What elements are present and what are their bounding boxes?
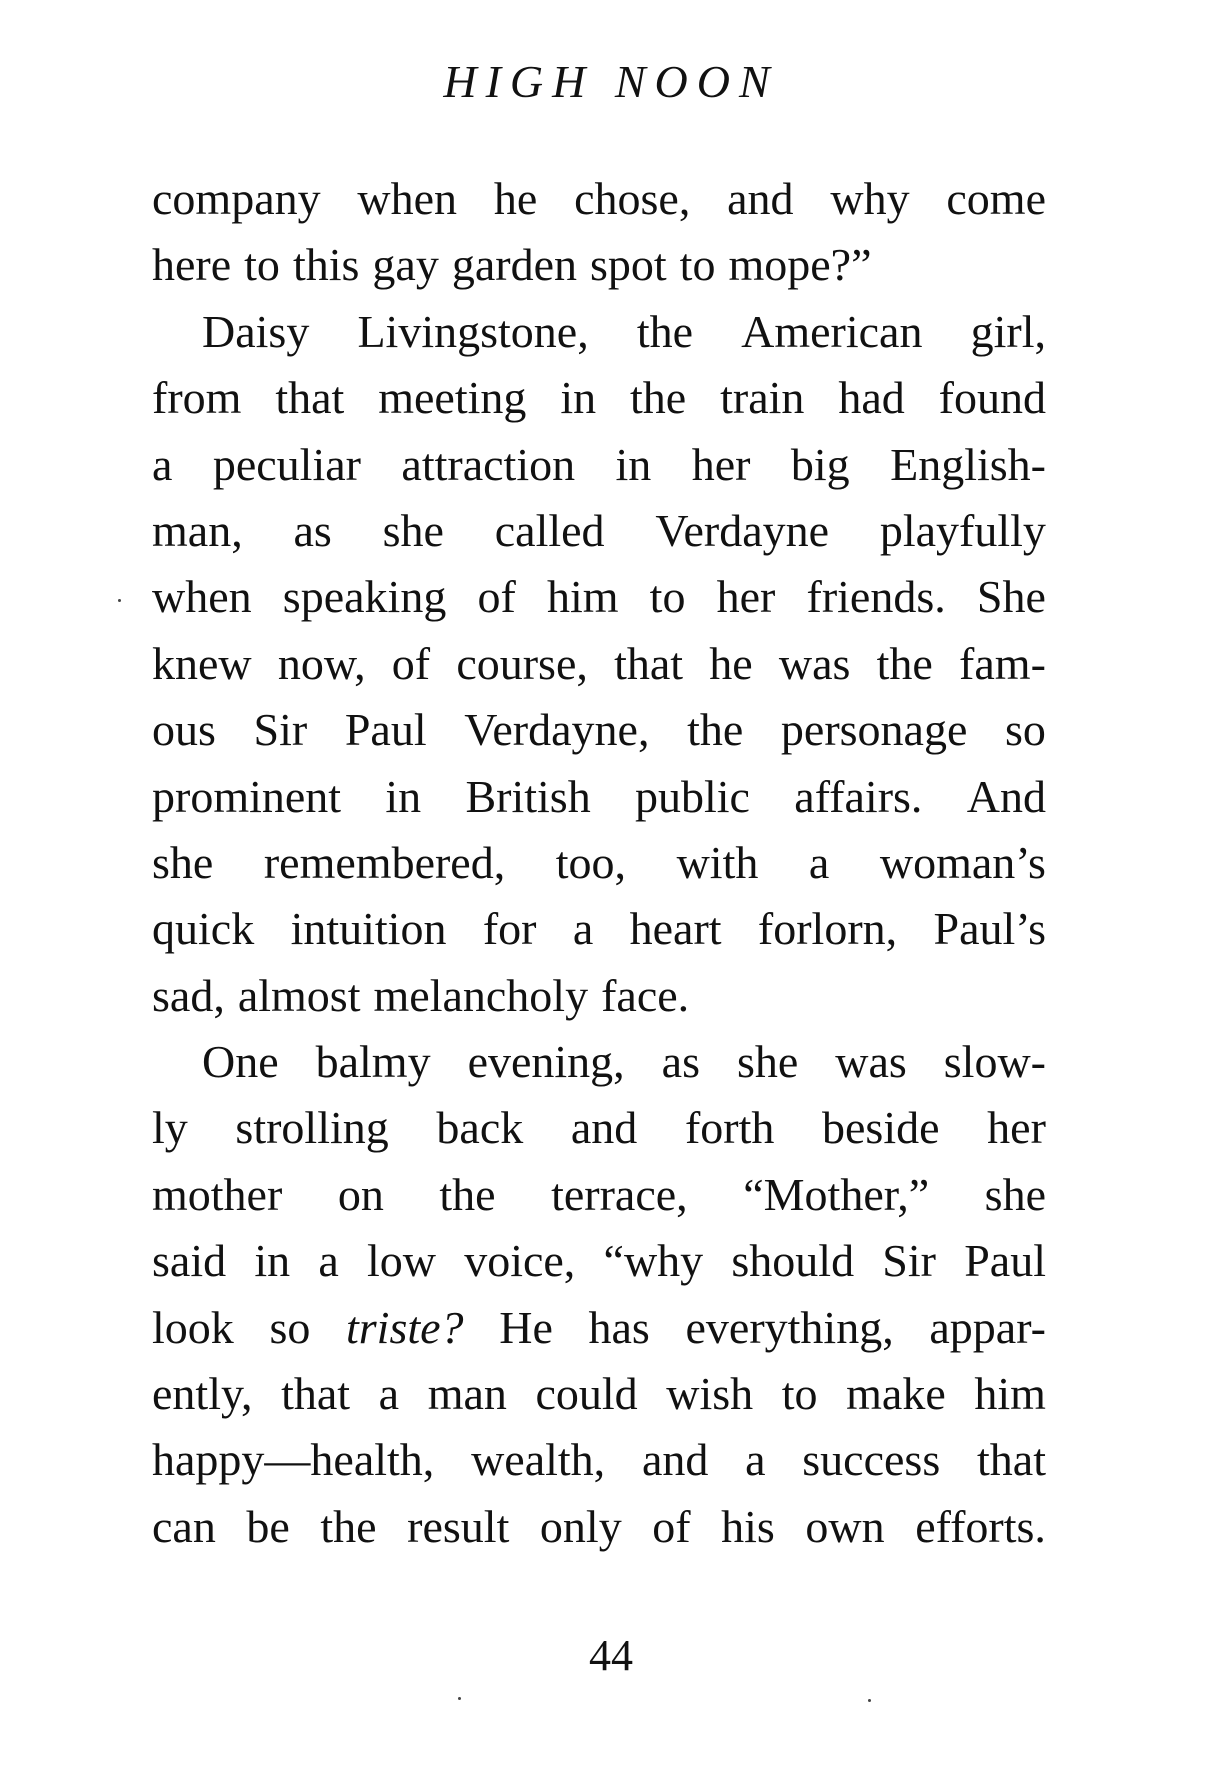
word: make: [846, 1368, 946, 1420]
word: result: [407, 1500, 510, 1552]
word: with: [676, 836, 759, 888]
running-head: HIGH NOON: [443, 56, 779, 107]
word: ently,: [152, 1368, 253, 1420]
word: strolling: [235, 1102, 389, 1154]
word: playfully: [879, 504, 1046, 556]
word: a: [572, 903, 594, 955]
word: almost: [237, 969, 361, 1021]
word: the: [439, 1168, 496, 1220]
word: she: [152, 836, 214, 888]
word: of: [652, 1500, 691, 1552]
word: “why: [603, 1235, 704, 1287]
word: when: [152, 571, 252, 623]
word: that: [977, 1434, 1046, 1486]
word: remembered,: [263, 836, 506, 888]
word: prominent: [152, 770, 342, 822]
text-line: [152, 166, 1046, 232]
word: in: [615, 438, 652, 490]
word: for: [482, 903, 537, 955]
word: Verdayne: [655, 504, 830, 556]
word: happy—health,: [152, 1434, 435, 1486]
word: as: [293, 504, 332, 556]
word: in: [385, 770, 422, 822]
word: and: [641, 1434, 709, 1486]
word: Livingstone,: [357, 305, 589, 357]
word: a: [808, 836, 830, 888]
page-number: 44: [589, 1631, 633, 1680]
word: evening,: [467, 1036, 625, 1088]
word: course,: [456, 637, 588, 689]
word: found: [938, 372, 1046, 424]
word: him: [974, 1368, 1046, 1420]
word: had: [838, 372, 905, 424]
word: too,: [555, 836, 627, 888]
word: her: [691, 438, 751, 490]
word: speaking: [282, 571, 447, 623]
word: Daisy: [202, 305, 310, 357]
word: knew: [152, 637, 252, 689]
word: why: [830, 173, 910, 224]
word: could: [535, 1368, 638, 1420]
word: she: [736, 1036, 799, 1088]
word: that: [275, 372, 345, 424]
text-line: [152, 299, 1046, 365]
word: from: [152, 372, 242, 424]
word: and: [727, 173, 794, 224]
text-line: [152, 631, 1046, 697]
word: he: [493, 173, 538, 224]
text-line: [152, 764, 1046, 830]
word: face.: [601, 969, 690, 1021]
word: should: [731, 1235, 855, 1287]
text-line: [152, 963, 1046, 1029]
text-line: [152, 365, 1046, 431]
word: And: [966, 770, 1046, 822]
word: gay: [372, 239, 439, 291]
word: chose,: [574, 173, 691, 224]
word: forlorn,: [757, 903, 898, 955]
word: Sir: [882, 1235, 936, 1287]
text-line: [152, 1095, 1046, 1161]
word: attraction: [401, 438, 576, 490]
word: voice,: [464, 1235, 576, 1287]
word: here: [152, 239, 232, 291]
text-line: [152, 1295, 1046, 1361]
word: wealth,: [471, 1434, 606, 1486]
word: personage: [780, 704, 968, 756]
text-line: [152, 1427, 1046, 1493]
word: train: [720, 372, 805, 424]
word: Paul: [964, 1235, 1046, 1287]
word: she: [984, 1168, 1046, 1220]
word: One: [202, 1036, 279, 1088]
word: come: [946, 173, 1046, 224]
word: look: [152, 1301, 234, 1353]
text-line: [152, 232, 1046, 298]
word: affairs.: [794, 770, 923, 822]
text-line: [152, 830, 1046, 896]
word: now,: [277, 637, 366, 689]
word: English-: [890, 438, 1046, 490]
text-line: [152, 697, 1046, 763]
word: the: [636, 305, 694, 357]
word: said: [152, 1235, 227, 1287]
word: a: [152, 438, 173, 490]
word: he: [709, 637, 753, 689]
word: company: [152, 173, 321, 224]
word: public: [635, 770, 750, 822]
text-line: [152, 1228, 1046, 1294]
word: peculiar: [212, 438, 361, 490]
word: own: [805, 1500, 885, 1552]
word: British: [465, 770, 591, 822]
word: back: [436, 1102, 524, 1154]
word: heart: [629, 903, 722, 955]
word: man,: [152, 504, 243, 556]
word: Paul’s: [933, 903, 1046, 955]
word: intuition: [290, 903, 447, 955]
word: was: [835, 1036, 907, 1088]
text-line: [152, 1361, 1046, 1427]
text-line: [152, 1029, 1046, 1095]
word: only: [539, 1500, 622, 1552]
word: be: [246, 1500, 290, 1552]
word: the: [320, 1500, 377, 1552]
word: has: [588, 1301, 650, 1353]
print-speck: [458, 1697, 461, 1700]
word: She: [976, 571, 1046, 623]
word: to: [781, 1368, 818, 1420]
word: low: [366, 1235, 436, 1287]
word: success: [802, 1434, 941, 1486]
word: to: [679, 239, 716, 291]
text-line: [152, 498, 1046, 564]
body-text: [152, 166, 1046, 1560]
word: everything,: [685, 1301, 894, 1353]
word: Paul: [344, 704, 427, 756]
word: He: [499, 1301, 553, 1353]
word: the: [687, 704, 744, 756]
word: balmy: [315, 1036, 431, 1088]
word: can: [152, 1500, 216, 1552]
word: this: [292, 239, 360, 291]
word: friends.: [806, 571, 946, 623]
word: efforts.: [915, 1500, 1046, 1552]
word: appar-: [929, 1301, 1046, 1353]
word: terrace,: [551, 1168, 688, 1220]
word: meeting: [378, 372, 527, 424]
word: man: [427, 1368, 507, 1420]
text-line: [152, 1494, 1046, 1560]
word: a: [378, 1368, 400, 1420]
word: to: [244, 239, 280, 291]
word: the: [876, 637, 933, 689]
word: slow-: [943, 1036, 1046, 1088]
word: a: [745, 1434, 766, 1486]
word: big: [790, 438, 850, 490]
word: was: [778, 637, 851, 689]
word: that: [614, 637, 684, 689]
word: her: [716, 571, 776, 623]
word: American: [741, 305, 923, 357]
word: ly: [152, 1102, 188, 1154]
word: girl,: [970, 305, 1046, 357]
word: she: [382, 504, 444, 556]
word: mope?”: [728, 239, 872, 291]
word: garden: [451, 239, 577, 291]
word: spot: [589, 239, 667, 291]
text-line: [152, 896, 1046, 962]
word: when: [357, 173, 458, 224]
word: Verdayne,: [464, 704, 650, 756]
word: her: [987, 1102, 1046, 1154]
word: his: [721, 1500, 775, 1552]
italic-word: triste?: [346, 1301, 464, 1353]
text-line: [152, 1162, 1046, 1228]
word: called: [494, 504, 605, 556]
word: of: [477, 571, 516, 623]
word: woman’s: [879, 836, 1046, 888]
word: wish: [666, 1368, 754, 1420]
word: sad,: [152, 969, 225, 1021]
word: fam-: [959, 637, 1046, 689]
word: melancholy: [373, 969, 589, 1021]
word: on: [337, 1168, 384, 1220]
word: the: [630, 372, 687, 424]
word: to: [649, 571, 686, 623]
word: forth: [684, 1102, 775, 1154]
word: as: [661, 1036, 700, 1088]
word: mother: [152, 1168, 283, 1220]
text-line: [152, 432, 1046, 498]
word: and: [570, 1102, 638, 1154]
word: that: [281, 1368, 351, 1420]
word: in: [254, 1235, 291, 1287]
print-speck: [868, 1699, 871, 1702]
word: of: [391, 637, 431, 689]
word: quick: [152, 903, 255, 955]
word: in: [560, 372, 597, 424]
text-line: [152, 564, 1046, 630]
word: ous: [152, 704, 216, 756]
word: beside: [822, 1102, 940, 1154]
word: Sir: [253, 704, 308, 756]
word: “Mother,”: [743, 1168, 930, 1220]
word: so: [1005, 704, 1046, 756]
word: a: [318, 1235, 339, 1287]
word: so: [269, 1301, 311, 1353]
print-speck: [118, 599, 121, 602]
word: him: [546, 571, 619, 623]
